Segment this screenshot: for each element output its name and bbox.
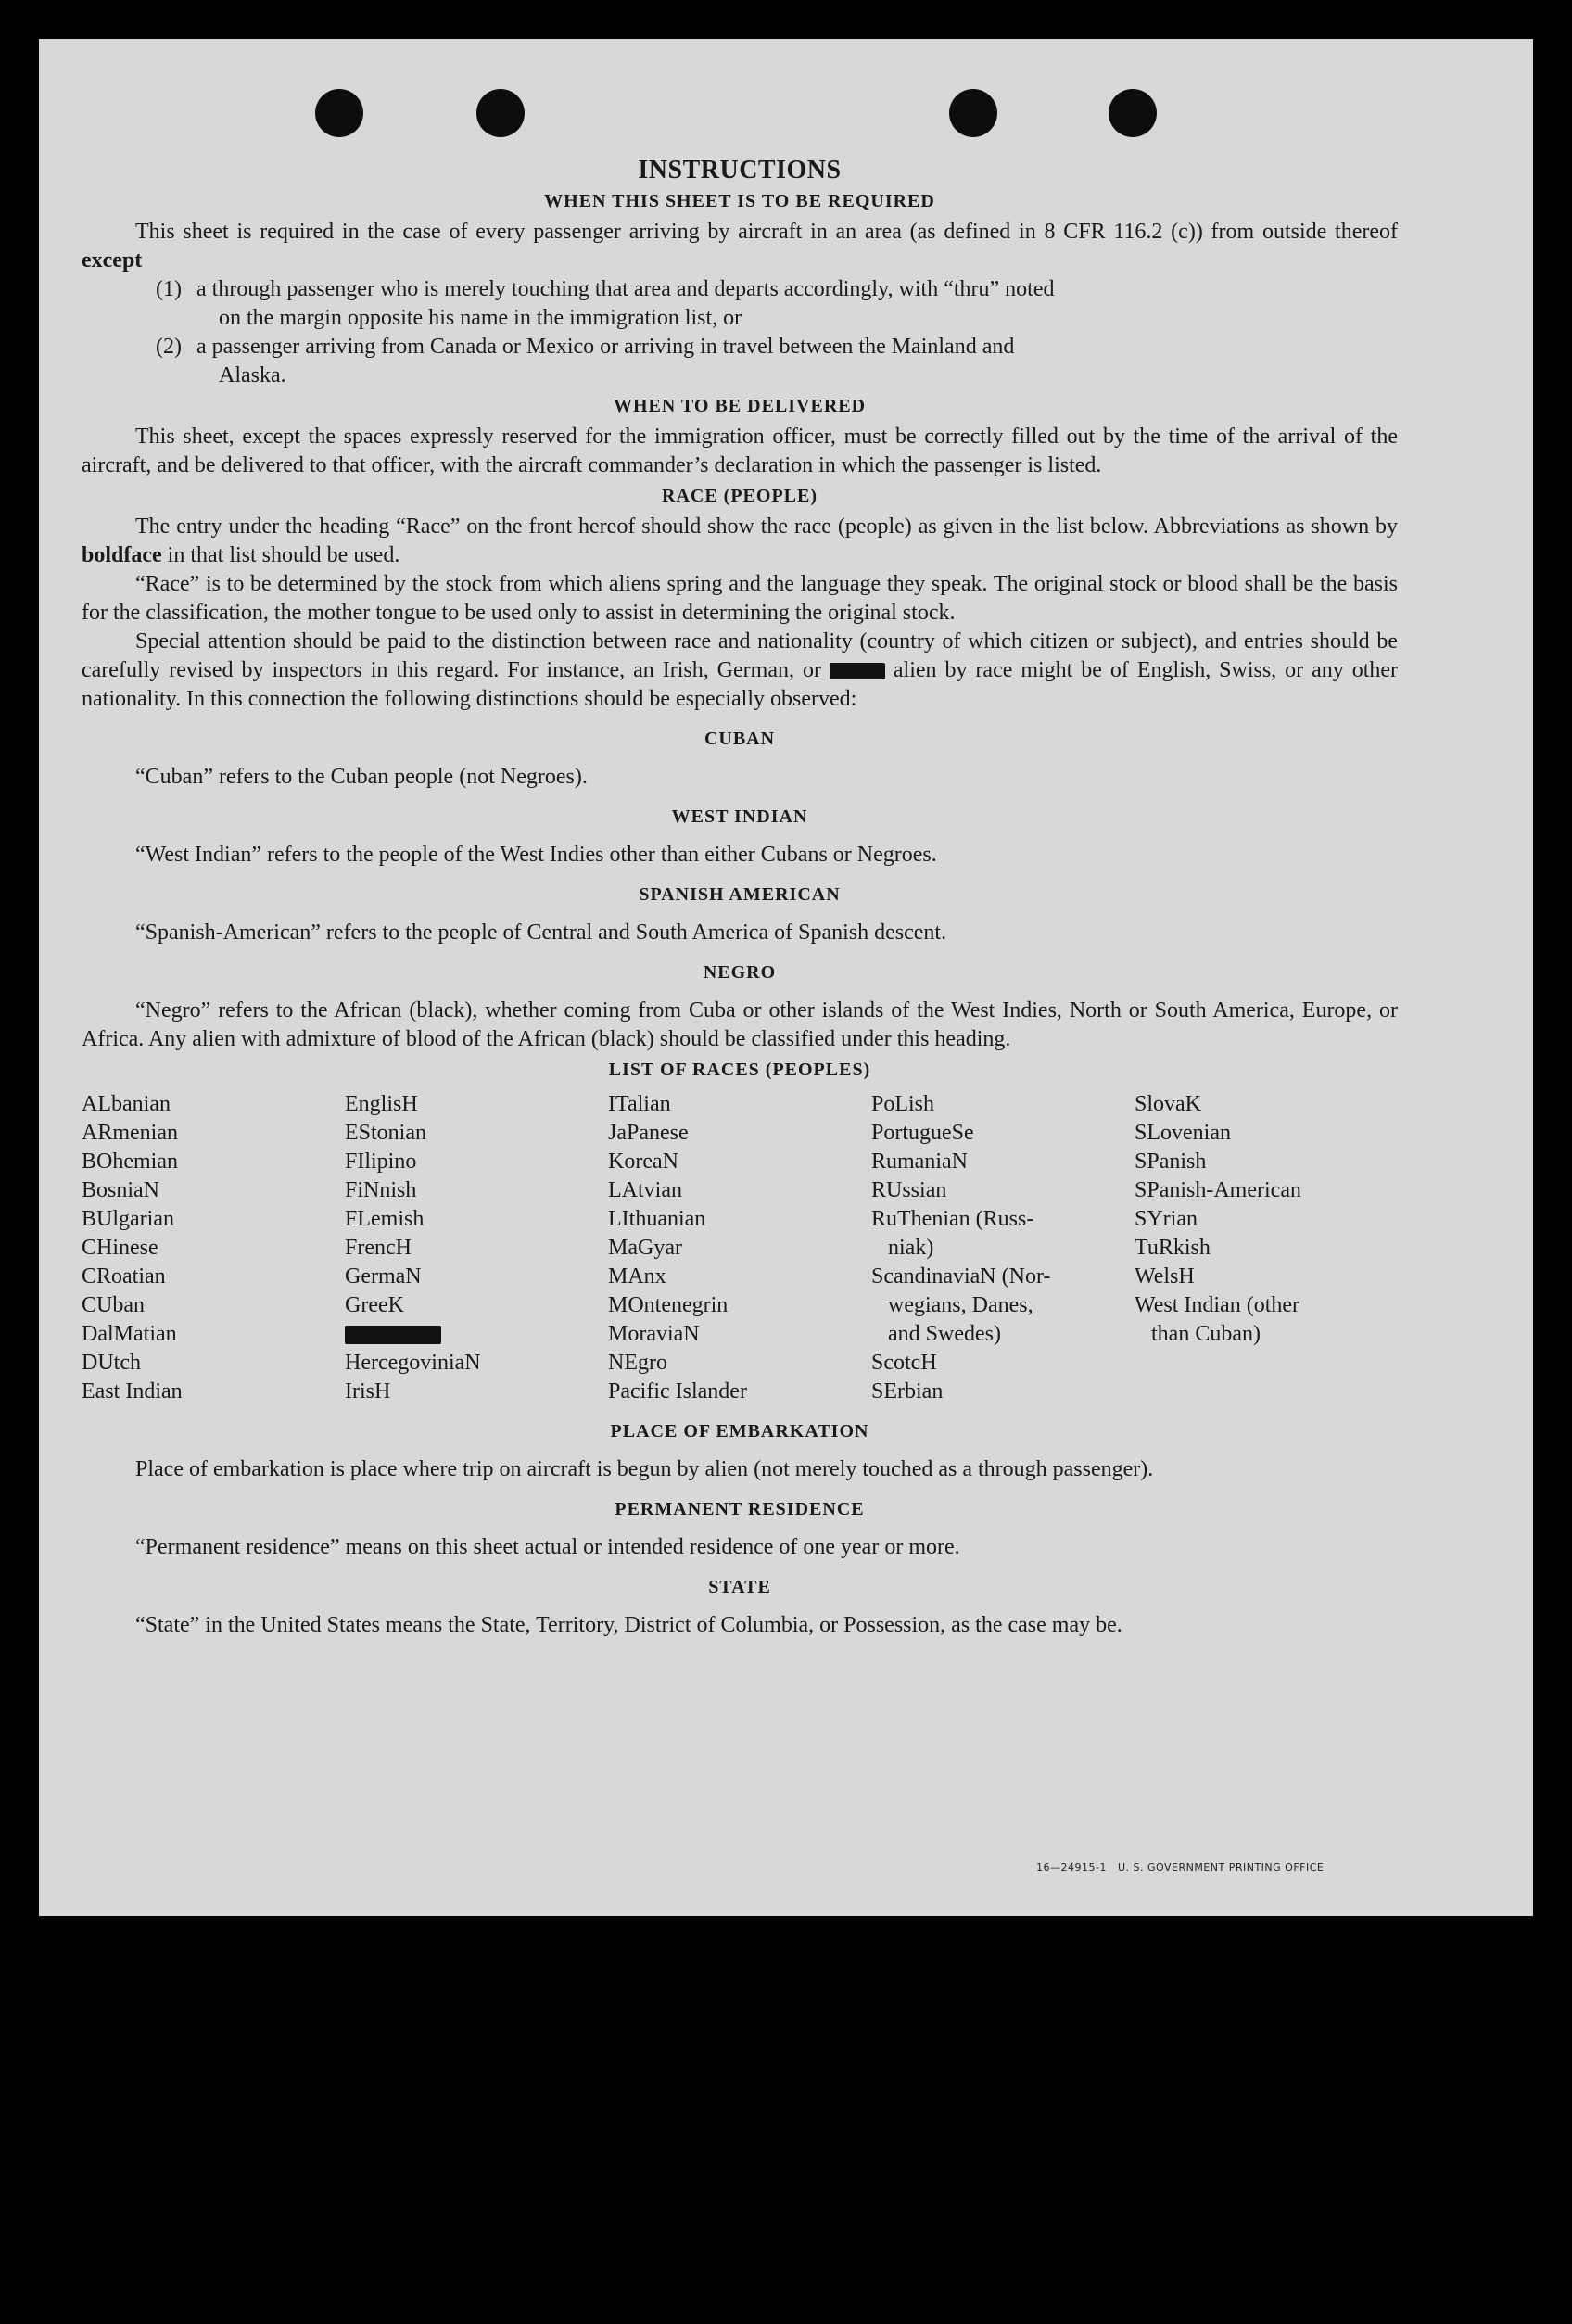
race-list-item: MaGyar: [608, 1236, 682, 1260]
race-list-item: West Indian (other: [1135, 1293, 1300, 1317]
race-list-item: niak): [888, 1236, 934, 1260]
race-list-item: FLemish: [345, 1207, 425, 1231]
item-text: a passenger arriving from Canada or Mexico or arriving in travel between the Mainland and: [196, 335, 1015, 359]
race-list-item: RuThenian (Russ-: [871, 1207, 1034, 1231]
race-list-item: DalMatian: [82, 1322, 177, 1346]
punch-hole: [949, 89, 997, 137]
instructions-body: [82, 156, 1398, 1640]
item-text: a through passenger who is merely touching that area and departs accordingly, with “thru” noted: [196, 277, 1055, 301]
races-column: [871, 1090, 1135, 1406]
exception-item: [82, 275, 1398, 333]
race-list-item: East Indian: [82, 1379, 183, 1403]
race-list-item: CRoatian: [82, 1264, 166, 1289]
punch-hole: [476, 89, 525, 137]
heading-residence: PERMANENT RESIDENCE: [615, 1499, 865, 1519]
races-column: [1135, 1090, 1398, 1406]
race-list-item: ScandinaviaN (Nor-: [871, 1264, 1051, 1289]
race-list-item: and Swedes): [888, 1322, 1001, 1346]
when-delivered-text: This sheet, except the spaces expressly reserved for the immigration officer, must be correctly filled out by the time of the arrival of the aircraft, and be delivered to that officer, with the aircraft commander’s declaration in which the passenger is listed.: [82, 425, 1398, 477]
race-list-item: LIthuanian: [608, 1207, 706, 1231]
when-required-intro: [82, 218, 1398, 275]
race-list-item: PoLish: [871, 1092, 935, 1116]
heading-when-delivered: WHEN TO BE DELIVERED: [613, 396, 867, 416]
race-list-item: TuRkish: [1135, 1236, 1211, 1260]
race-list-item: PortugueSe: [871, 1121, 974, 1145]
item-text-continued: on the margin opposite his name in the immigration list, or: [219, 306, 742, 330]
redaction-mark: [345, 1326, 441, 1344]
punch-hole: [1109, 89, 1157, 137]
races-column: [82, 1090, 345, 1406]
race-list-item: LAtvian: [608, 1178, 682, 1202]
race-list-item: BOhemian: [82, 1149, 178, 1174]
race-list-item: SlovaK: [1135, 1092, 1201, 1116]
races-column: [608, 1090, 871, 1406]
form-number: 16—24915-1: [1036, 1861, 1107, 1873]
race-list-item: WelsH: [1135, 1264, 1195, 1289]
race-p1-text-end: in that list should be used.: [167, 543, 400, 567]
race-list-item: SErbian: [871, 1379, 944, 1403]
heading-cuban: CUBAN: [704, 729, 776, 749]
race-list-item: RumaniaN: [871, 1149, 968, 1174]
heading-when-required: WHEN THIS SHEET IS TO BE REQUIRED: [544, 191, 935, 211]
race-list-item: MoraviaN: [608, 1322, 700, 1346]
redaction-mark: [830, 663, 885, 679]
heading-negro: NEGRO: [703, 962, 777, 983]
race-list-item: GreeK: [345, 1293, 404, 1317]
race-list-item: ALbanian: [82, 1092, 171, 1116]
race-list-item: Pacific Islander: [608, 1379, 747, 1403]
item-number: (2): [156, 335, 182, 359]
race-list-item: ITalian: [608, 1092, 671, 1116]
race-list-item: FiNnish: [345, 1178, 417, 1202]
race-list-item: DUtch: [82, 1351, 141, 1375]
heading-west-indian: WEST INDIAN: [671, 806, 808, 827]
race-list-item: SLovenian: [1135, 1121, 1231, 1145]
race-paragraph-1: [82, 513, 1398, 570]
race-list-item: ScotcH: [871, 1351, 937, 1375]
races-column: [345, 1090, 608, 1406]
heading-embarkation: PLACE OF EMBARKATION: [610, 1421, 869, 1441]
race-list-item: RUssian: [871, 1178, 947, 1202]
punch-hole: [315, 89, 363, 137]
item-number: (1): [156, 277, 182, 301]
race-paragraph-2: “Race” is to be determined by the stock from which aliens spring and the language they speak. The original stock or blood shall be the basis for the classification, the mother tongue to be used only to assist in determining the original stock.: [82, 572, 1398, 625]
race-list-item: BosniaN: [82, 1178, 159, 1202]
race-list-item: CHinese: [82, 1236, 158, 1260]
race-list-item: wegians, Danes,: [888, 1293, 1033, 1317]
race-list-item: CUban: [82, 1293, 145, 1317]
race-list-item: SPanish: [1135, 1149, 1207, 1174]
race-list-item: JaPanese: [608, 1121, 689, 1145]
race-list-item: IrisH: [345, 1379, 391, 1403]
race-list-item: EStonian: [345, 1121, 426, 1145]
state-text: “State” in the United States means the State, Territory, District of Columbia, or Possession, as the case may be.: [135, 1613, 1122, 1637]
race-list-item: MAnx: [608, 1264, 666, 1289]
exception-item: [82, 333, 1398, 390]
race-list-item-redacted: [345, 1320, 608, 1349]
heading-list-of-races: LIST OF RACES (PEOPLES): [608, 1060, 871, 1080]
embarkation-text: Place of embarkation is place where trip on aircraft is begun by alien (not merely touched as a through passenger).: [135, 1457, 1154, 1481]
heading-spanish-american: SPANISH AMERICAN: [639, 884, 841, 905]
heading-race: RACE (PEOPLE): [662, 486, 818, 506]
race-p1-bold: boldface: [82, 543, 162, 567]
race-paragraph-3: [82, 628, 1398, 714]
printer-line: U. S. GOVERNMENT PRINTING OFFICE: [1117, 1861, 1325, 1873]
races-list: [82, 1090, 1398, 1406]
race-list-item: HercegoviniaN: [345, 1351, 481, 1375]
cuban-text: “Cuban” refers to the Cuban people (not Negroes).: [135, 765, 588, 789]
negro-text: “Negro” refers to the African (black), whether coming from Cuba or other islands of the West Indies, North or South America, Europe, or Africa. Any alien with admixture of blood of the African (black) should be classified under this heading.: [82, 998, 1398, 1051]
race-p3-text: Special attention should be paid to the distinction between race and nationality (country of which citizen or subject), and entries should be carefully revised by inspectors in this regard. For instance, an Irish, German, or: [82, 629, 1398, 682]
intro-bold-text: except: [82, 248, 143, 273]
race-list-item: SYrian: [1135, 1207, 1198, 1231]
page-title: INSTRUCTIONS: [638, 156, 842, 184]
intro-text: This sheet is required in the case of every passenger arriving by aircraft in an area (as defined in 8 CFR 116.2 (c)) from outside thereof: [135, 220, 1398, 244]
race-list-item: KoreaN: [608, 1149, 678, 1174]
race-list-item: BUlgarian: [82, 1207, 174, 1231]
race-list-item: FIlipino: [345, 1149, 417, 1174]
race-list-item: EnglisH: [345, 1092, 418, 1116]
race-p1-text: The entry under the heading “Race” on the front hereof should show the race (people) as given in the list below. Abbreviations as shown by: [135, 514, 1398, 539]
race-list-item: SPanish-American: [1135, 1178, 1301, 1202]
race-list-item: MOntenegrin: [608, 1293, 729, 1317]
race-p3-text-end: alien by race might be of English, Swiss, or any other nationality. In this connection the following distinctions should be especially observed:: [82, 658, 1399, 711]
race-list-item: FrencH: [345, 1236, 412, 1260]
race-list-item: GermaN: [345, 1264, 422, 1289]
form-code: [1036, 1861, 1324, 1873]
west-indian-text: “West Indian” refers to the people of the West Indies other than either Cubans or Negroes.: [135, 843, 937, 867]
spanish-american-text: “Spanish-American” refers to the people of Central and South America of Spanish descent.: [135, 921, 947, 945]
race-list-item: ARmenian: [82, 1121, 178, 1145]
heading-state: STATE: [708, 1577, 771, 1597]
race-list-item: NEgro: [608, 1351, 667, 1375]
item-text-continued: Alaska.: [219, 363, 286, 387]
document-sheet: [39, 39, 1533, 1916]
race-list-item: than Cuban): [1151, 1322, 1261, 1346]
residence-text: “Permanent residence” means on this sheet actual or intended residence of one year or more.: [135, 1535, 960, 1559]
